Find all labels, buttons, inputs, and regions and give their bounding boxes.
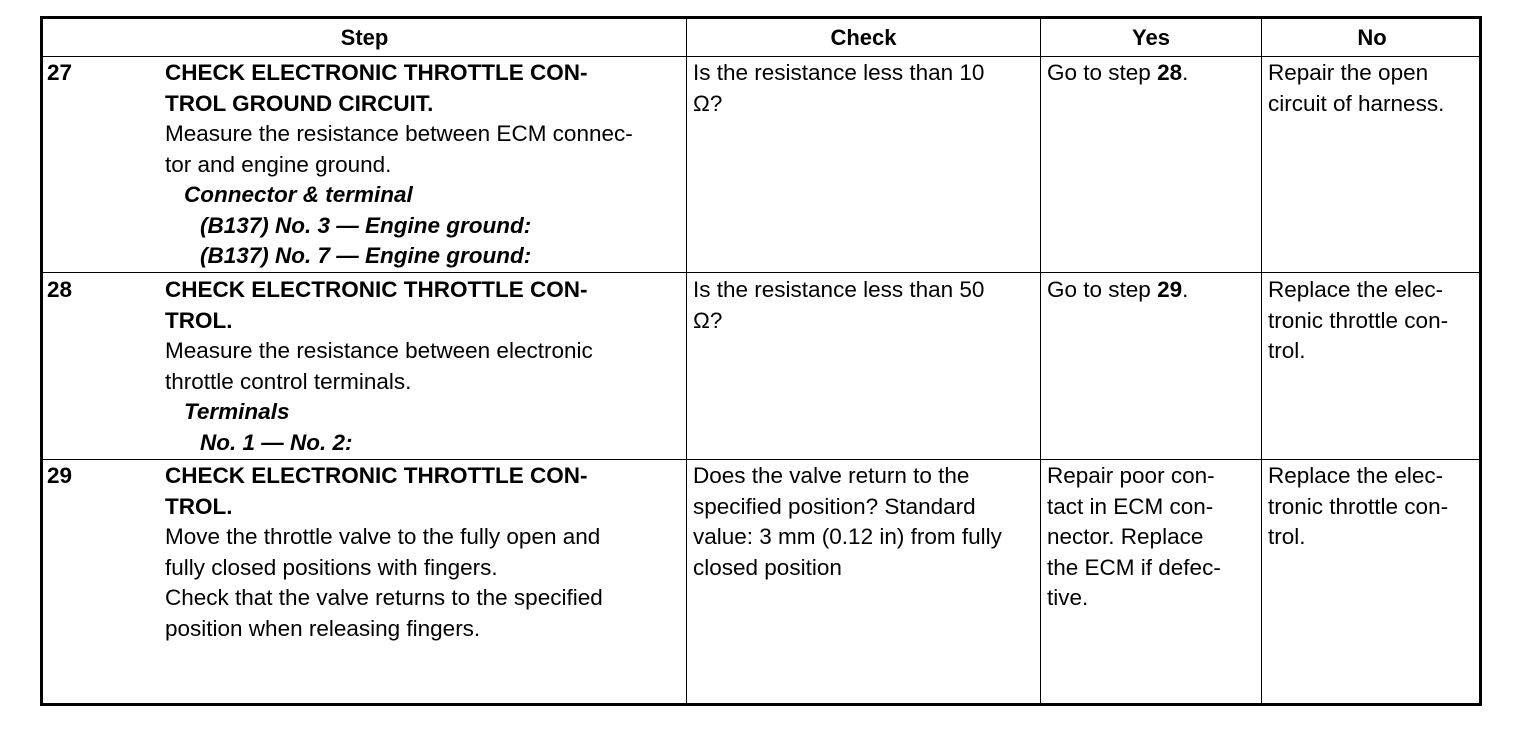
yes-text: . bbox=[1182, 60, 1189, 85]
step-title: CHECK ELECTRONIC THROTTLE CON- bbox=[165, 463, 588, 488]
step-number: 27 bbox=[47, 60, 73, 85]
step-item: (B137) No. 7 — Engine ground: bbox=[200, 243, 532, 268]
yes-text: tact in ECM con- bbox=[1047, 493, 1214, 519]
step-description: throttle control terminals. bbox=[165, 368, 412, 394]
yes-content bbox=[1047, 58, 1188, 89]
no-text: trol. bbox=[1268, 524, 1306, 549]
step-content bbox=[165, 461, 603, 644]
step-description: tor and engine ground. bbox=[165, 151, 392, 177]
step-description: Measure the resistance between electronic bbox=[165, 338, 593, 363]
check-text: Ω? bbox=[693, 307, 723, 333]
step-subheading: Connector & terminal bbox=[184, 182, 413, 207]
step-title: TROL GROUND CIRCUIT. bbox=[165, 90, 434, 116]
diagnostic-table bbox=[40, 16, 1482, 706]
check-text: closed position bbox=[693, 554, 842, 580]
header-yes: Yes bbox=[1132, 25, 1170, 50]
no-text: circuit of harness. bbox=[1268, 90, 1445, 116]
no-text: tronic throttle con- bbox=[1268, 307, 1449, 333]
step-description: position when releasing fingers. bbox=[165, 615, 481, 641]
column-divider bbox=[1261, 19, 1262, 703]
header-no: No bbox=[1357, 25, 1387, 50]
check-content bbox=[693, 461, 1002, 583]
step-content bbox=[165, 58, 633, 272]
no-text: Replace the elec- bbox=[1268, 463, 1444, 488]
check-text: specified position? Standard bbox=[693, 493, 976, 519]
check-content bbox=[693, 275, 984, 336]
no-content bbox=[1268, 275, 1448, 367]
step-title: CHECK ELECTRONIC THROTTLE CON- bbox=[165, 277, 588, 302]
step-number: 28 bbox=[47, 277, 73, 302]
step-description: Move the throttle valve to the fully open and bbox=[165, 524, 601, 549]
step-title: CHECK ELECTRONIC THROTTLE CON- bbox=[165, 60, 588, 85]
no-content bbox=[1268, 58, 1444, 119]
check-text: Is the resistance less than 10 bbox=[693, 60, 985, 85]
check-text: Is the resistance less than 50 bbox=[693, 277, 985, 302]
yes-text: Go to step bbox=[1047, 60, 1158, 85]
step-description: fully closed positions with fingers. bbox=[165, 554, 498, 580]
step-title: TROL. bbox=[165, 493, 233, 519]
header-step: Step bbox=[340, 25, 389, 50]
step-content bbox=[165, 275, 593, 458]
step-item: (B137) No. 3 — Engine ground: bbox=[200, 212, 532, 238]
column-divider bbox=[686, 19, 687, 703]
no-content bbox=[1268, 461, 1448, 553]
check-content bbox=[693, 58, 984, 119]
yes-step-link: 28 bbox=[1157, 60, 1183, 85]
check-text: Ω? bbox=[693, 90, 723, 116]
yes-text: . bbox=[1182, 277, 1189, 302]
yes-text: Repair poor con- bbox=[1047, 463, 1215, 488]
yes-content bbox=[1047, 275, 1188, 306]
column-divider bbox=[1040, 19, 1041, 703]
yes-step-link: 29 bbox=[1157, 277, 1183, 302]
step-subheading: Terminals bbox=[184, 399, 290, 424]
yes-content bbox=[1047, 461, 1221, 614]
yes-text: tive. bbox=[1047, 585, 1089, 610]
row-divider bbox=[43, 272, 1479, 273]
yes-text: nector. Replace bbox=[1047, 524, 1204, 549]
check-text: Does the valve return to the bbox=[693, 463, 970, 488]
step-item: No. 1 — No. 2: bbox=[200, 429, 353, 455]
header-check: Check bbox=[830, 25, 897, 50]
no-text: trol. bbox=[1268, 338, 1306, 363]
row-divider bbox=[43, 459, 1479, 460]
yes-text: Go to step bbox=[1047, 277, 1158, 302]
step-description: Measure the resistance between ECM connec- bbox=[165, 121, 633, 146]
step-number: 29 bbox=[47, 463, 73, 488]
no-text: Replace the elec- bbox=[1268, 277, 1444, 302]
yes-text: the ECM if defec- bbox=[1047, 554, 1221, 580]
check-text: value: 3 mm (0.12 in) from fully bbox=[693, 524, 1002, 549]
step-description: Check that the valve returns to the specified bbox=[165, 585, 603, 610]
no-text: Repair the open bbox=[1268, 60, 1429, 85]
no-text: tronic throttle con- bbox=[1268, 493, 1449, 519]
step-title: TROL. bbox=[165, 307, 233, 333]
